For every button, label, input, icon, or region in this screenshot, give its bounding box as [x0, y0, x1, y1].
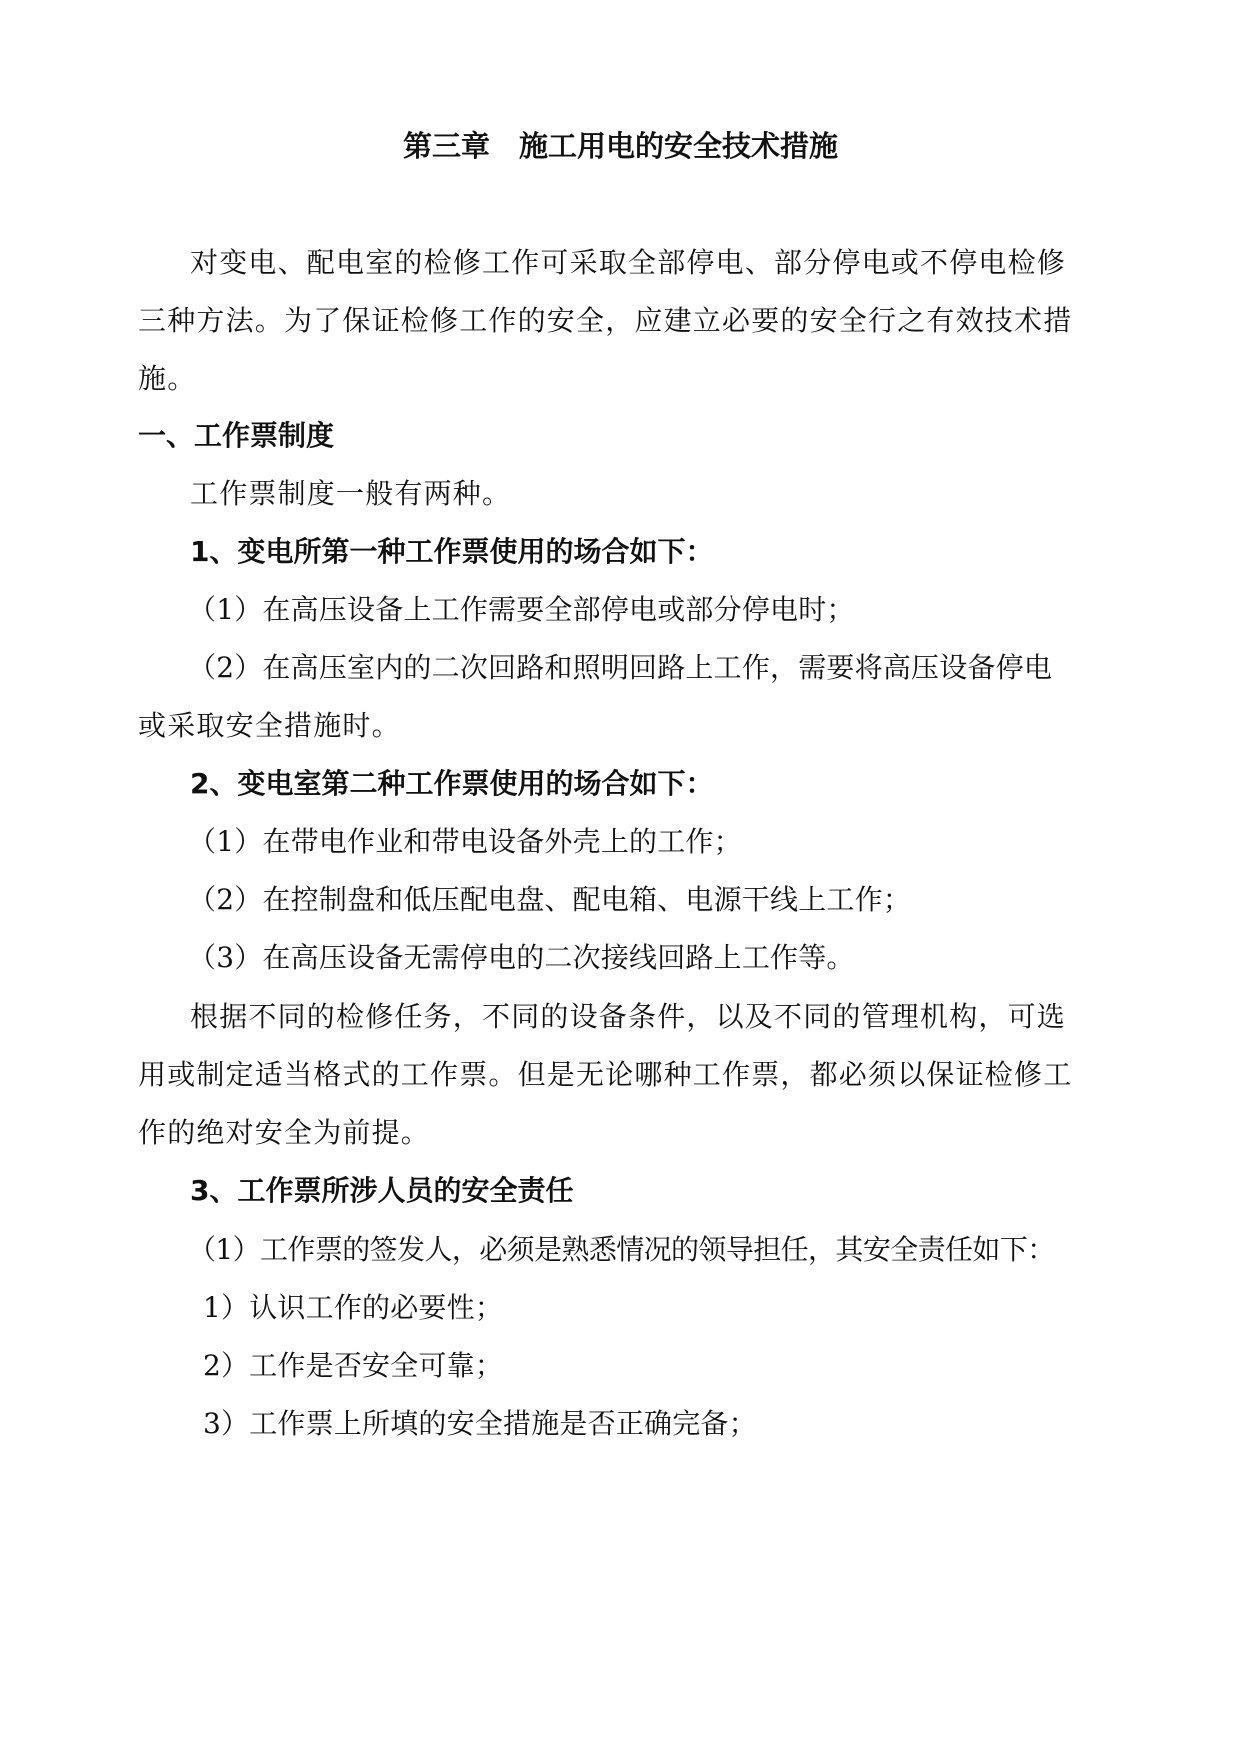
list-item-continuation: 或采取安全措施时。	[138, 709, 401, 742]
list-item: （2）在高压室内的二次回路和照明回路上工作，需要将高压设备停电	[188, 651, 1053, 684]
intro-line-1: 对变电、配电室的检修工作可采取全部停电、部分停电或不停电检修	[190, 246, 1067, 279]
list-item: 3）工作票上所填的安全措施是否正确完备；	[203, 1407, 757, 1440]
list-item: 1）认识工作的必要性；	[203, 1291, 504, 1324]
subsection-heading-3: 3、工作票所涉人员的安全责任	[190, 1174, 574, 1207]
intro-line-2: 三种方法。为了保证检修工作的安全，应建立必要的安全行之有效技术措	[138, 304, 1073, 337]
section-heading-work-ticket: 一、工作票制度	[138, 419, 335, 452]
closing-line-1: 根据不同的检修任务，不同的设备条件，以及不同的管理机构，可选	[190, 1000, 1067, 1033]
subsection-heading-2: 2、变电室第二种工作票使用的场合如下：	[190, 767, 714, 800]
closing-line-2: 用或制定适当格式的工作票。但是无论哪种工作票，都必须以保证检修工	[138, 1058, 1073, 1091]
list-item: （2）在控制盘和低压配电盘、配电箱、电源干线上工作；	[188, 883, 912, 916]
subsection-heading-1: 1、变电所第一种工作票使用的场合如下：	[190, 535, 714, 568]
list-item: （1）在高压设备上工作需要全部停电或部分停电时；	[188, 593, 855, 626]
section-text: 工作票制度一般有两种。	[190, 477, 512, 510]
list-item: （1）在带电作业和带电设备外壳上的工作；	[188, 825, 742, 858]
intro-line-3: 施。	[138, 362, 197, 395]
list-item: 2）工作是否安全可靠；	[203, 1349, 504, 1382]
chapter-title: 第三章 施工用电的安全技术措施	[402, 129, 838, 163]
closing-line-3: 作的绝对安全为前提。	[138, 1116, 431, 1149]
list-item: （1）工作票的签发人，必须是熟悉情况的领导担任，其安全责任如下：	[188, 1233, 1055, 1266]
list-item: （3）在高压设备无需停电的二次接线回路上工作等。	[188, 941, 855, 974]
